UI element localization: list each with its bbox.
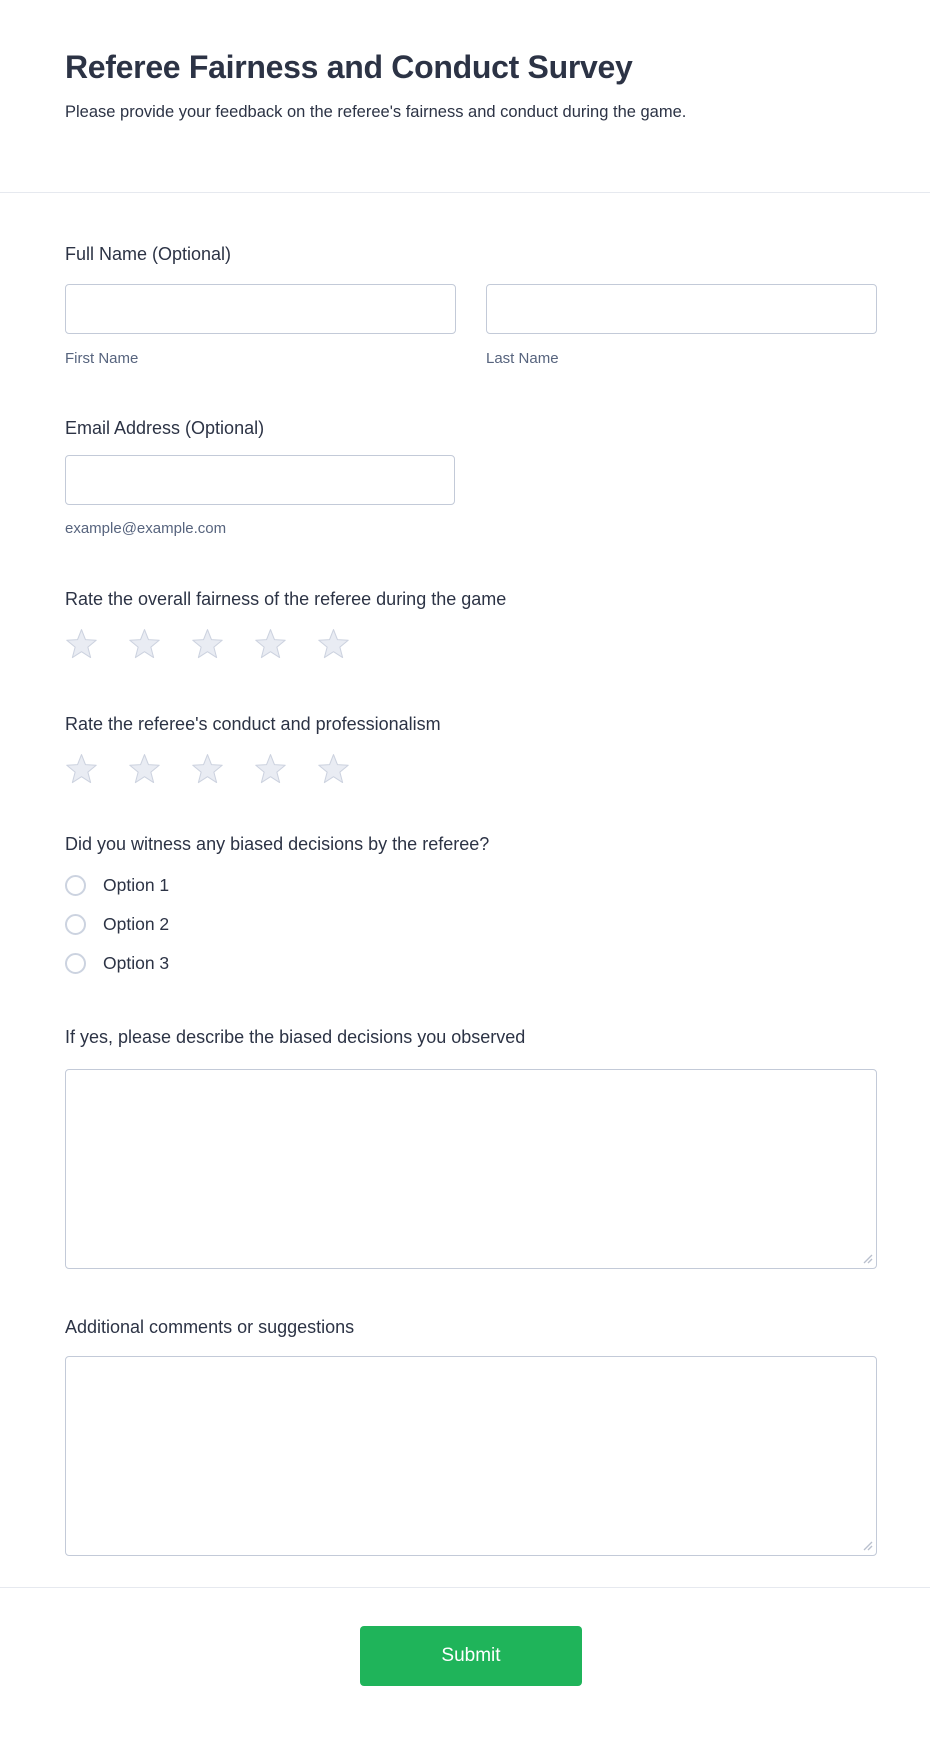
radio-circle-icon[interactable] [65,953,86,974]
first-name-input[interactable] [65,284,456,334]
conduct-rating-label: Rate the referee's conduct and professionalism [65,714,441,734]
submit-row [65,1626,877,1735]
radio-circle-icon[interactable] [65,914,86,935]
email-label: Email Address (Optional) [65,418,265,438]
field-full-name [65,244,877,367]
star-icon[interactable] [65,752,98,786]
header-divider [0,192,930,193]
radio-option-label: Option 2 [103,914,170,934]
form-body [65,244,877,1556]
field-fairness-rating [65,589,877,661]
fairness-rating-label: Rate the overall fairness of the referee during the game [65,589,507,609]
star-icon[interactable] [317,627,350,661]
radio-option-2[interactable] [65,914,877,935]
field-email [65,418,877,537]
last-name-input[interactable] [486,284,877,334]
full-name-label: Full Name (Optional) [65,244,232,264]
star-icon[interactable] [317,752,350,786]
fairness-star-rating [65,627,877,661]
star-icon[interactable] [191,752,224,786]
email-input[interactable] [65,455,455,505]
page-title: Referee Fairness and Conduct Survey [65,49,633,85]
form-subtitle: Please provide your feedback on the referee's fairness and conduct during the game. [65,103,687,121]
biased-description-label: If yes, please describe the biased decisions you observed [65,1027,526,1047]
radio-option-label: Option 3 [103,953,170,973]
last-name-sublabel: Last Name [486,350,559,367]
star-icon[interactable] [128,752,161,786]
biased-question-label: Did you witness any biased decisions by the referee? [65,834,490,854]
radio-option-label: Option 1 [103,875,170,895]
submit-button[interactable]: Submit [360,1626,582,1686]
field-biased-question [65,834,877,974]
radio-circle-icon[interactable] [65,875,86,896]
first-name-sublabel: First Name [65,350,139,367]
footer-divider [0,1587,930,1588]
form-header [65,0,877,127]
star-icon[interactable] [65,627,98,661]
additional-comments-textarea[interactable] [65,1356,877,1556]
field-additional-comments [65,1317,877,1556]
biased-description-textarea[interactable] [65,1069,877,1269]
email-hint: example@example.com [65,520,227,537]
biased-options-group [65,875,877,974]
additional-comments-label: Additional comments or suggestions [65,1317,355,1337]
radio-option-1[interactable] [65,875,877,896]
star-icon[interactable] [254,627,287,661]
star-icon[interactable] [191,627,224,661]
conduct-star-rating [65,752,877,786]
star-icon[interactable] [128,627,161,661]
field-conduct-rating [65,714,877,786]
radio-option-3[interactable] [65,953,877,974]
field-biased-description [65,1027,877,1269]
star-icon[interactable] [254,752,287,786]
